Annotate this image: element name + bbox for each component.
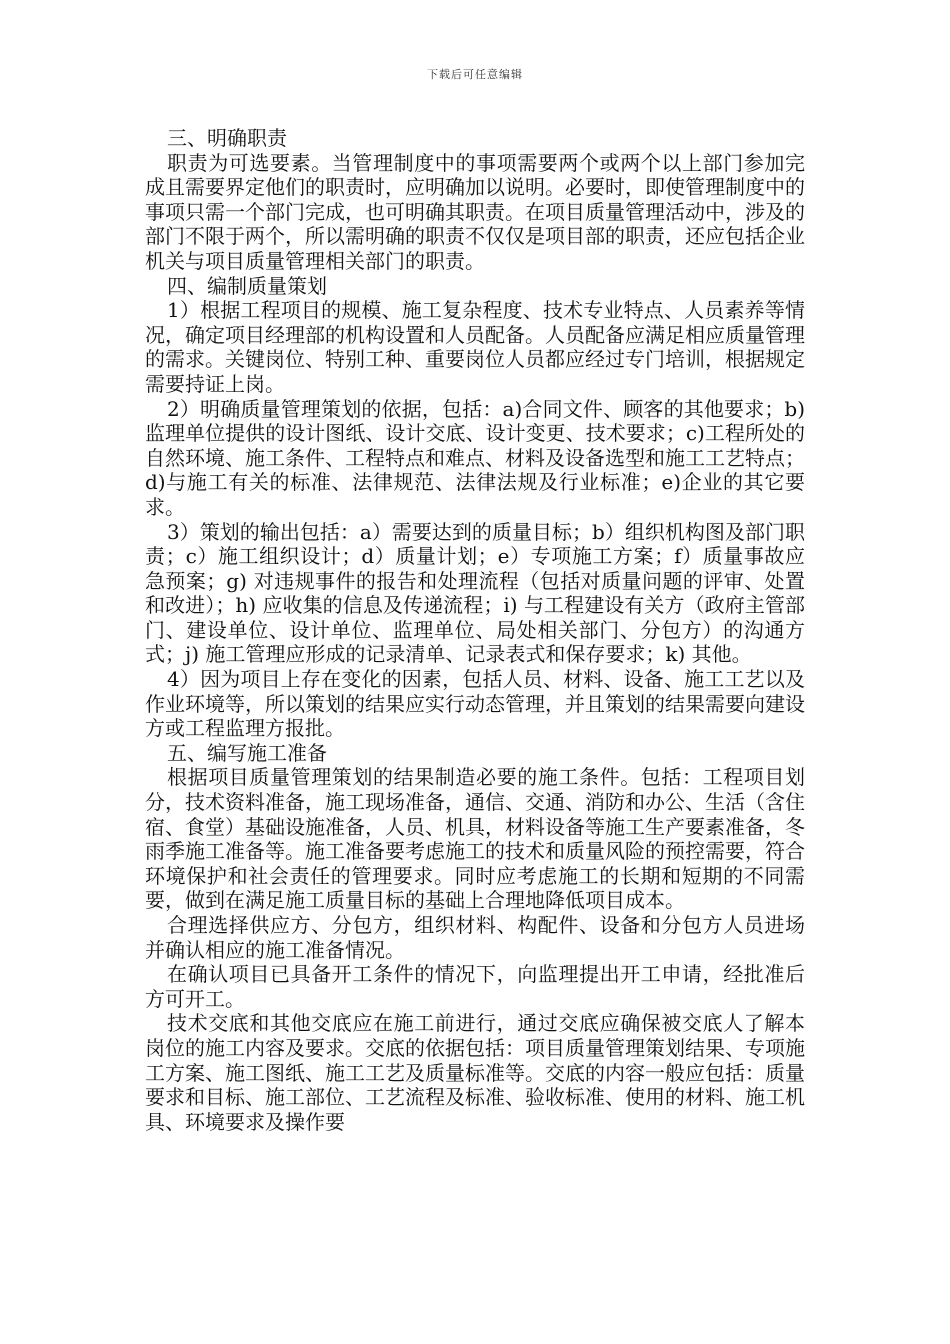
paragraph: 在确认项目已具备开工条件的情况下，向监理提出开工申请，经批准后方可开工。 bbox=[145, 962, 805, 1011]
heading-quality-planning: 四、编制质量策划 bbox=[167, 273, 327, 298]
paragraph: 根据项目质量管理策划的结果制造必要的施工条件。包括：工程项目划分，技术资料准备，施工现场准备，通信、交通、消防和办公、生活（含住宿、食堂）基础设施准备，人员、机具，材料设备等施工生产要素准备，冬雨季施工准备等。施工准备要考虑施工的技术和质量风险的预控需要，符合环境保护和社会责任的管理要求。同时应考虑施工的长期和短期的不同需要，做到在满足施工质量目标的基础上合理地降低项目成本。 bbox=[145, 765, 805, 913]
heading-responsibilities: 三、明确职责 bbox=[167, 126, 287, 150]
page-header-note: 下载后可任意编辑 bbox=[427, 68, 523, 81]
paragraph: 3）策划的输出包括：a）需要达到的质量目标；b）组织机构图及部门职责；c）施工组织设计；d）质量计划；e）专项施工方案；f）质量事故应急预案；g) 对违规事件的报告和处理流程（包括对质量问题的评审、处置和改进）；h) 应收集的信息及传递流程；i) 与工程建设有关方（政府主管部门、建设单位、设计单位、监理单位、局处相关部门、分包方）的沟通方式；j) 施工管理应形成的记录清单、记录表式和保存要求；k) 其他。 bbox=[145, 519, 805, 667]
paragraph: 技术交底和其他交底应在施工前进行，通过交底应确保被交底人了解本岗位的施工内容及要求。交底的依据包括：项目质量管理策划结果、专项施工方案、施工图纸、施工工艺及质量标准等。交底的内容一般应包括：质量要求和目标、施工部位、工艺流程及标准、验收标准、使用的材料、施工机具、环境要求及操作要 bbox=[145, 1011, 805, 1134]
heading-construction-preparation: 五、编写施工准备 bbox=[167, 740, 327, 765]
paragraph: 合理选择供应方、分包方，组织材料、构配件、设备和分包方人员进场并确认相应的施工准备情况。 bbox=[145, 913, 805, 962]
paragraph: 1）根据工程项目的规模、施工复杂程度、技术专业特点、人员素养等情况，确定项目经理部的机构设置和人员配备。人员配备应满足相应质量管理的需求。关键岗位、特别工种、重要岗位人员都应经过专门培训，根据规定需要持证上岗。 bbox=[145, 298, 805, 396]
paragraph: 2）明确质量管理策划的依据，包括：a)合同文件、顾客的其他要求；b)监理单位提供的设计图纸、设计交底、设计变更、技术要求；c)工程所处的自然环境、施工条件、工程特点和难点、材料及设备选型和施工工艺特点；d)与施工有关的标准、法律规范、法律法规及行业标准；e)企业的其它要求。 bbox=[145, 396, 805, 519]
paragraph: 4）因为项目上存在变化的因素，包括人员、材料、设备、施工工艺以及作业环境等，所以策划的结果应实行动态管理，并且策划的结果需要向建设方或工程监理方报批。 bbox=[145, 667, 805, 741]
document-body bbox=[145, 126, 805, 1134]
paragraph: 职责为可选要素。当管理制度中的事项需要两个或两个以上部门参加完成且需要界定他们的职责时，应明确加以说明。必要时，即使管理制度中的事项只需一个部门完成，也可明确其职责。在项目质量管理活动中，涉及的部门不限于两个，所以需明确的职责不仅仅是项目部的职责，还应包括企业机关与项目质量管理相关部门的职责。 bbox=[145, 150, 805, 273]
